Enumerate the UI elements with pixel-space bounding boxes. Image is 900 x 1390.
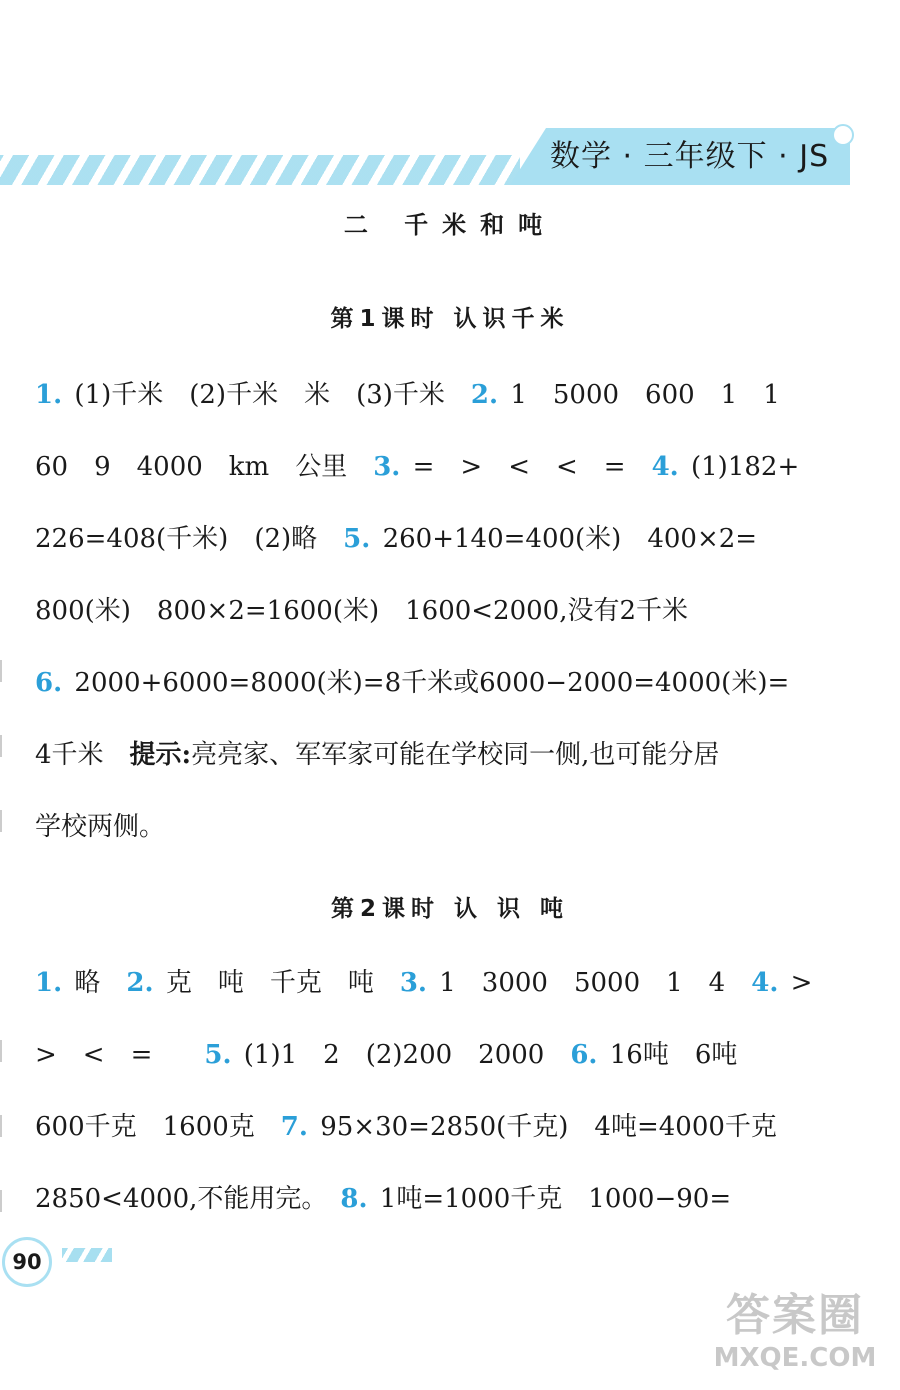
answer-text: 2000+6000=8000(米)=8千米或6000−2000=4000(米)=: [66, 668, 790, 698]
answer-text: 2850<4000,不能用完。: [35, 1184, 341, 1214]
question-number: 6.: [570, 1040, 598, 1070]
answer-text: 1吨=1000千克 1000−90=: [371, 1184, 732, 1214]
answer-text: 60 9 4000 km 公里: [35, 452, 374, 482]
answer-text: (1)千米 (2)千米 米 (3)千米: [66, 380, 471, 410]
answer-text: 260+140=400(米) 400×2=: [374, 524, 758, 554]
margin-mark: [0, 735, 12, 757]
answer-text: 略: [66, 968, 127, 998]
watermark-text-en: MXQE.COM: [713, 1343, 877, 1373]
question-number: 3.: [373, 452, 401, 482]
answer-line: [35, 1107, 865, 1147]
answer-line: [35, 519, 865, 559]
answer-line: [35, 1035, 865, 1075]
answer-text: 16吨 6吨: [601, 1040, 738, 1070]
margin-mark: [0, 1115, 12, 1137]
answer-text: = > < < =: [404, 452, 652, 482]
page-number: 90: [2, 1237, 52, 1287]
answer-text: (1)1 2 (2)200 2000: [235, 1040, 571, 1070]
answer-text: 1 5000 600 1 1: [502, 380, 780, 410]
answer-line: [35, 663, 865, 703]
answer-text: 95×30=2850(千克) 4吨=4000千克: [311, 1112, 777, 1142]
answer-text: 600千克 1600克: [35, 1112, 281, 1142]
hint-label: 提示:: [129, 740, 192, 770]
question-number: 4.: [751, 968, 779, 998]
answer-text: 226=408(千米) (2)略: [35, 524, 344, 554]
answer-line: [35, 735, 865, 775]
answer-text: 1 3000 5000 1 4: [431, 968, 752, 998]
answer-text: >: [782, 968, 813, 998]
answer-text: 4千米: [35, 740, 130, 770]
answer-line: [35, 375, 865, 415]
header-stripe-band: [0, 155, 520, 185]
margin-mark: [0, 1040, 12, 1062]
question-number: 8.: [340, 1184, 368, 1214]
answer-line: [35, 1179, 865, 1219]
lesson-2-title: 第2课时 认 识 吨: [330, 896, 570, 922]
answer-text: 亮亮家、军军家可能在学校同一侧,也可能分居: [191, 740, 720, 770]
watermark-logo: [690, 1290, 900, 1380]
chapter-title: 二 千米和吨: [343, 211, 557, 239]
footer-stripe: [62, 1248, 112, 1262]
answer-line: [35, 447, 865, 487]
answer-text: 800(米) 800×2=1600(米) 1600<2000,没有2千米: [35, 596, 689, 626]
watermark-text-cn: 答案圈: [726, 1290, 864, 1341]
question-number: 4.: [651, 452, 679, 482]
question-number: 7.: [280, 1112, 308, 1142]
question-number: 5.: [343, 524, 371, 554]
answer-text: (1)182+: [682, 452, 800, 482]
question-number: 2.: [470, 380, 499, 410]
answer-text: 学校两侧。: [35, 812, 166, 842]
answer-line: [35, 591, 865, 631]
book-title: 数学 · 三年级下 · JS: [550, 139, 830, 174]
margin-mark: [0, 810, 12, 832]
answer-text: > < =: [35, 1040, 205, 1070]
question-number: 6.: [35, 668, 63, 698]
margin-mark: [0, 660, 12, 682]
answer-line: [35, 807, 865, 847]
question-number: 3.: [399, 968, 427, 998]
question-number: 2.: [126, 968, 154, 998]
question-number: 1.: [35, 380, 63, 410]
answer-line: [35, 963, 865, 1003]
question-number: 5.: [204, 1040, 232, 1070]
lesson-1-title: 第1课时 认识千米: [330, 306, 570, 332]
margin-mark: [0, 1190, 12, 1212]
answer-text: 克 吨 千克 吨: [157, 968, 400, 998]
question-number: 1.: [35, 968, 63, 998]
